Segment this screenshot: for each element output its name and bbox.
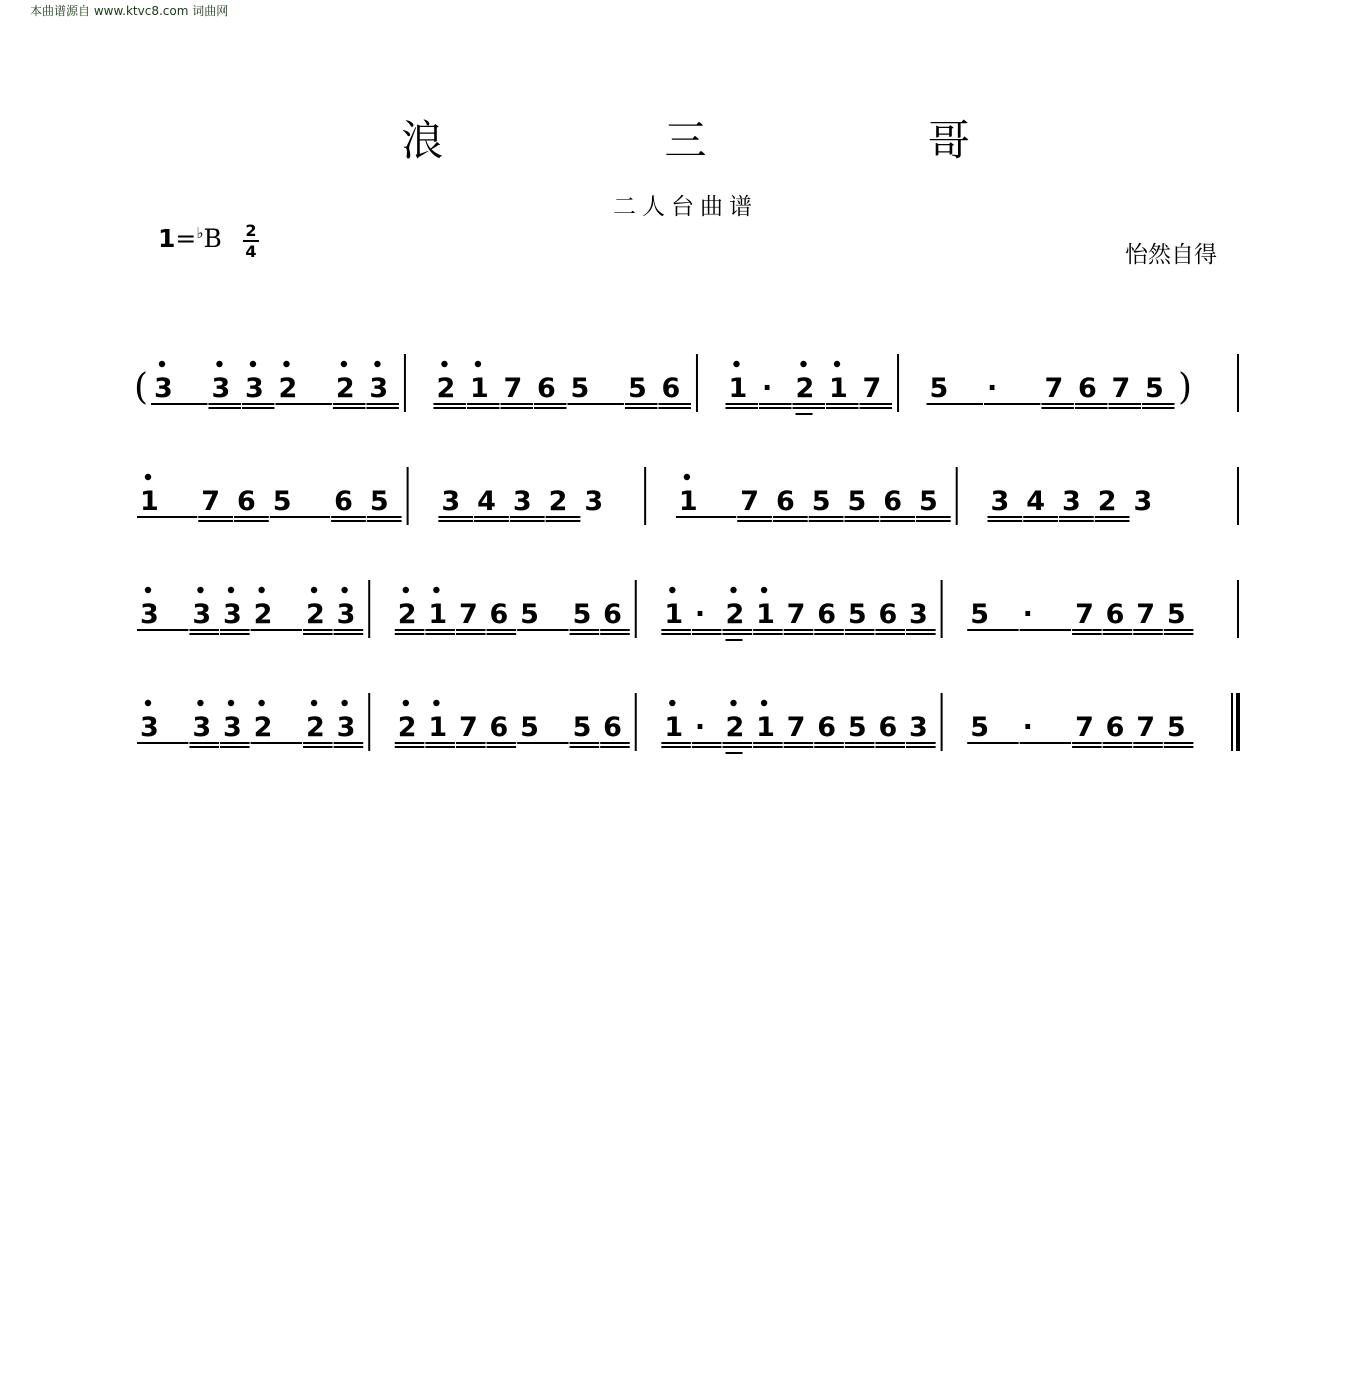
octave-dot <box>258 700 264 706</box>
note: 3 <box>990 486 1010 517</box>
note: 5 <box>847 712 867 743</box>
augmentation-dot: · <box>1022 599 1033 630</box>
note: 3 <box>909 599 928 630</box>
note: 6 <box>536 373 556 404</box>
note: 5 <box>369 486 389 517</box>
note: 3 <box>1133 486 1153 517</box>
octave-dot <box>374 361 380 367</box>
note: 1 <box>664 599 684 630</box>
note: 1 <box>756 712 775 743</box>
note: 1 <box>728 373 748 404</box>
note: 6 <box>1105 712 1125 743</box>
note: 7 <box>1044 373 1064 404</box>
octave-dot <box>258 587 264 593</box>
close-paren: ) <box>1178 367 1193 408</box>
note: 7 <box>1136 599 1156 630</box>
note: 6 <box>775 486 795 517</box>
note: 5 <box>970 712 989 743</box>
note: 5 <box>929 373 949 404</box>
note: 7 <box>201 486 221 517</box>
note: 5 <box>847 599 867 630</box>
augmentation-dot: · <box>986 373 998 404</box>
note: 5 <box>272 486 292 517</box>
note: 3 <box>1061 486 1081 517</box>
note: 6 <box>334 486 353 517</box>
octave-dot <box>403 700 409 706</box>
note: 5 <box>847 486 867 517</box>
note: 5 <box>918 486 938 517</box>
note: 7 <box>458 712 478 743</box>
octave-dot <box>159 361 165 367</box>
source-note: 本曲谱源自 www.ktvc8.com 词曲网 <box>30 4 229 18</box>
note: 1 <box>756 599 775 630</box>
note: 3 <box>192 599 212 630</box>
note: 2 <box>253 599 273 630</box>
octave-dot <box>684 474 690 480</box>
note: 7 <box>740 486 759 517</box>
octave-dot <box>669 587 675 593</box>
note: 1 <box>428 712 448 743</box>
note: 5 <box>572 599 592 630</box>
note: 2 <box>436 373 456 404</box>
note: 7 <box>1075 599 1094 630</box>
note: 2 <box>253 712 273 743</box>
note: 6 <box>1105 599 1125 630</box>
octave-dot <box>228 700 234 706</box>
octave-dot <box>669 700 675 706</box>
octave-dot <box>311 587 317 593</box>
octave-dot <box>730 587 736 593</box>
octave-dot <box>341 587 347 593</box>
note: 7 <box>862 373 882 404</box>
note: 7 <box>503 373 523 404</box>
note: 5 <box>572 712 592 743</box>
note: 6 <box>817 599 837 630</box>
tempo-marking: 怡然自得 <box>1125 242 1217 268</box>
note: 5 <box>1166 599 1186 630</box>
note: 1 <box>829 373 848 404</box>
octave-dot <box>145 587 151 593</box>
note: 2 <box>306 599 325 630</box>
note: 3 <box>584 486 604 517</box>
note: 6 <box>661 373 681 404</box>
octave-dot <box>341 700 347 706</box>
octave-dot <box>145 700 151 706</box>
note: 7 <box>1136 712 1156 743</box>
octave-dot <box>433 587 439 593</box>
octave-dot <box>730 700 736 706</box>
octave-dot <box>145 474 151 480</box>
note: 5 <box>627 373 647 404</box>
note: 3 <box>211 373 231 404</box>
note: 3 <box>336 599 356 630</box>
note: 2 <box>725 599 745 630</box>
note: 7 <box>786 712 806 743</box>
note: 2 <box>725 712 745 743</box>
octave-dot <box>228 587 234 593</box>
key-equals: = <box>175 224 197 253</box>
octave-dot <box>403 587 409 593</box>
subtitle: 二人台曲谱 <box>613 194 758 220</box>
octave-dot <box>197 587 203 593</box>
note: 2 <box>795 373 815 404</box>
octave-dot <box>341 361 347 367</box>
note: 4 <box>1026 486 1046 517</box>
note: 5 <box>1166 712 1186 743</box>
augmentation-dot: · <box>694 712 706 743</box>
time-signature-top: 2 <box>245 221 257 240</box>
octave-dot <box>441 361 447 367</box>
note: 1 <box>664 712 684 743</box>
note: 2 <box>278 373 298 404</box>
page-title: 浪 三 哥 <box>401 116 1074 165</box>
key-one: 1 <box>158 224 176 253</box>
note: 7 <box>458 599 478 630</box>
octave-dot <box>761 700 767 706</box>
key-note: B <box>203 224 222 253</box>
octave-dot <box>433 700 439 706</box>
note: 2 <box>397 599 417 630</box>
note: 6 <box>489 599 509 630</box>
note: 5 <box>520 712 539 743</box>
octave-dot <box>733 361 739 367</box>
note: 7 <box>1075 712 1094 743</box>
note: 6 <box>883 486 903 517</box>
note: 5 <box>970 599 989 630</box>
note: 3 <box>140 712 159 743</box>
octave-dot <box>475 361 481 367</box>
note: 5 <box>520 599 539 630</box>
augmentation-dot: · <box>761 373 773 404</box>
augmentation-dot: · <box>694 599 706 630</box>
note: 3 <box>369 373 389 404</box>
octave-dot <box>834 361 840 367</box>
note: 2 <box>1097 486 1117 517</box>
note: 3 <box>192 712 212 743</box>
note: 3 <box>223 599 242 630</box>
time-signature-bottom: 4 <box>245 242 257 261</box>
note: 6 <box>1077 373 1097 404</box>
note: 4 <box>477 486 496 517</box>
octave-dot <box>800 361 806 367</box>
note: 2 <box>548 486 568 517</box>
note: 3 <box>140 599 159 630</box>
note: 2 <box>335 373 355 404</box>
open-paren: ( <box>134 367 149 408</box>
note: 6 <box>603 712 622 743</box>
octave-dot <box>283 361 289 367</box>
note: 1 <box>678 486 698 517</box>
note: 3 <box>441 486 461 517</box>
octave-dot <box>311 700 317 706</box>
note: 1 <box>428 599 448 630</box>
flat-sign: ♭ <box>196 224 204 242</box>
octave-dot <box>250 361 256 367</box>
note: 3 <box>336 712 356 743</box>
note: 1 <box>140 486 159 517</box>
note: 6 <box>817 712 837 743</box>
note: 3 <box>909 712 928 743</box>
octave-dot <box>216 361 222 367</box>
note: 3 <box>512 486 532 517</box>
note: 7 <box>786 599 806 630</box>
note: 6 <box>878 599 898 630</box>
note: 3 <box>244 373 264 404</box>
note: 5 <box>811 486 831 517</box>
note: 2 <box>306 712 325 743</box>
note: 5 <box>1144 373 1164 404</box>
octave-dot <box>197 700 203 706</box>
augmentation-dot: · <box>1022 712 1033 743</box>
note: 6 <box>878 712 898 743</box>
note: 6 <box>237 486 256 517</box>
note: 3 <box>154 373 173 404</box>
note: 6 <box>603 599 622 630</box>
note: 1 <box>469 373 489 404</box>
octave-dot <box>761 587 767 593</box>
note: 5 <box>570 373 590 404</box>
note: 7 <box>1111 373 1131 404</box>
note: 3 <box>223 712 242 743</box>
note: 6 <box>489 712 509 743</box>
note: 2 <box>397 712 417 743</box>
